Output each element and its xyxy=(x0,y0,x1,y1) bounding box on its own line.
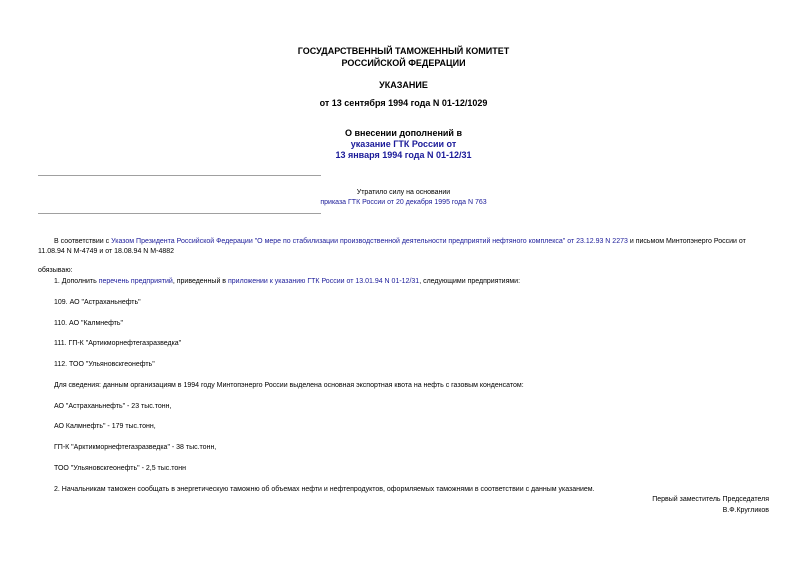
item-1 xyxy=(54,277,520,286)
signature-position: Первый заместитель Председателя xyxy=(652,496,769,503)
status-text: Утратило силу на основании xyxy=(356,189,451,196)
signature-name: В.Ф.Кругликов xyxy=(722,507,769,514)
item-1-text-a: 1. Дополнить xyxy=(54,278,99,285)
paragraph-1 xyxy=(54,237,746,246)
appendix-link[interactable]: приложении к указанию ГТК России от 13.01.94 N 01-12/31 xyxy=(227,278,420,285)
item-1-text-c: , следующими предприятиями: xyxy=(419,278,521,285)
decree-link[interactable]: Указом Президента Российской Федерации "О мере по стабилизации производственной деятельности предприятий нефтяного комплекса" от 23.12.93 N 2273 xyxy=(111,238,628,245)
list-item: 111. ГП-К "Артикморнефтегазразведка" xyxy=(54,340,182,347)
quota-item: ТОО "Ульяновскгеонефть" - 2,5 тыс.тонн xyxy=(54,465,186,472)
quota-item: АО "Астраханьнефть" - 23 тыс.тонн, xyxy=(54,403,172,410)
list-item: 112. ТОО "Ульяновскгеонефть" xyxy=(54,361,155,368)
divider-top xyxy=(38,175,321,176)
quota-item: ГП-К "Арктикморнефтегазразведка" - 38 тыс.тонн, xyxy=(54,444,217,451)
item-2: 2. Начальникам таможен сообщать в энергетическую таможню об объемах нефти и нефтепродуктов, оформляемых таможнями в соответствии с данным указанием. xyxy=(54,486,595,493)
issuer-line-1: ГОСУДАРСТВЕННЫЙ ТАМОЖЕННЫЙ КОМИТЕТ xyxy=(297,46,510,56)
info-paragraph: Для сведения: данным организациям в 1994 году Минтопэнерго России выделена основная экспортная квота на нефть с газовым конденсатом: xyxy=(54,382,524,389)
document-date-number: от 13 сентября 1994 года N 01-12/1029 xyxy=(319,98,488,108)
divider-bottom xyxy=(38,213,321,214)
paragraph-1-text-b: и письмом Минтопэнерго России от xyxy=(627,238,746,245)
enterprise-list-link[interactable]: перечень предприятий xyxy=(98,278,173,285)
quota-item: АО Калмнефть" - 179 тыс.тонн, xyxy=(54,423,156,430)
subject-link-1[interactable]: указание ГТК России от xyxy=(350,139,457,149)
paragraph-1-text-a: В соответствии с xyxy=(54,238,112,245)
document-type: УКАЗАНИЕ xyxy=(379,80,428,90)
list-item: 110. АО "Калмнефть" xyxy=(54,320,124,327)
issuer-line-2: РОССИЙСКОЙ ФЕДЕРАЦИИ xyxy=(341,58,466,68)
paragraph-1-line-2: 11.08.94 N М-4749 и от 18.08.94 N М-4882 xyxy=(38,248,175,255)
list-item: 109. АО "Астраханьнефть" xyxy=(54,299,141,306)
status-link[interactable]: приказа ГТК России от 20 декабря 1995 года N 763 xyxy=(320,199,487,206)
subject-link-2[interactable]: 13 января 1994 года N 01-12/31 xyxy=(335,150,472,160)
item-1-text-b: , приведенный в xyxy=(172,278,228,285)
obliges-text: обязываю: xyxy=(38,267,73,274)
subject-line-1: О внесении дополнений в xyxy=(345,128,462,138)
